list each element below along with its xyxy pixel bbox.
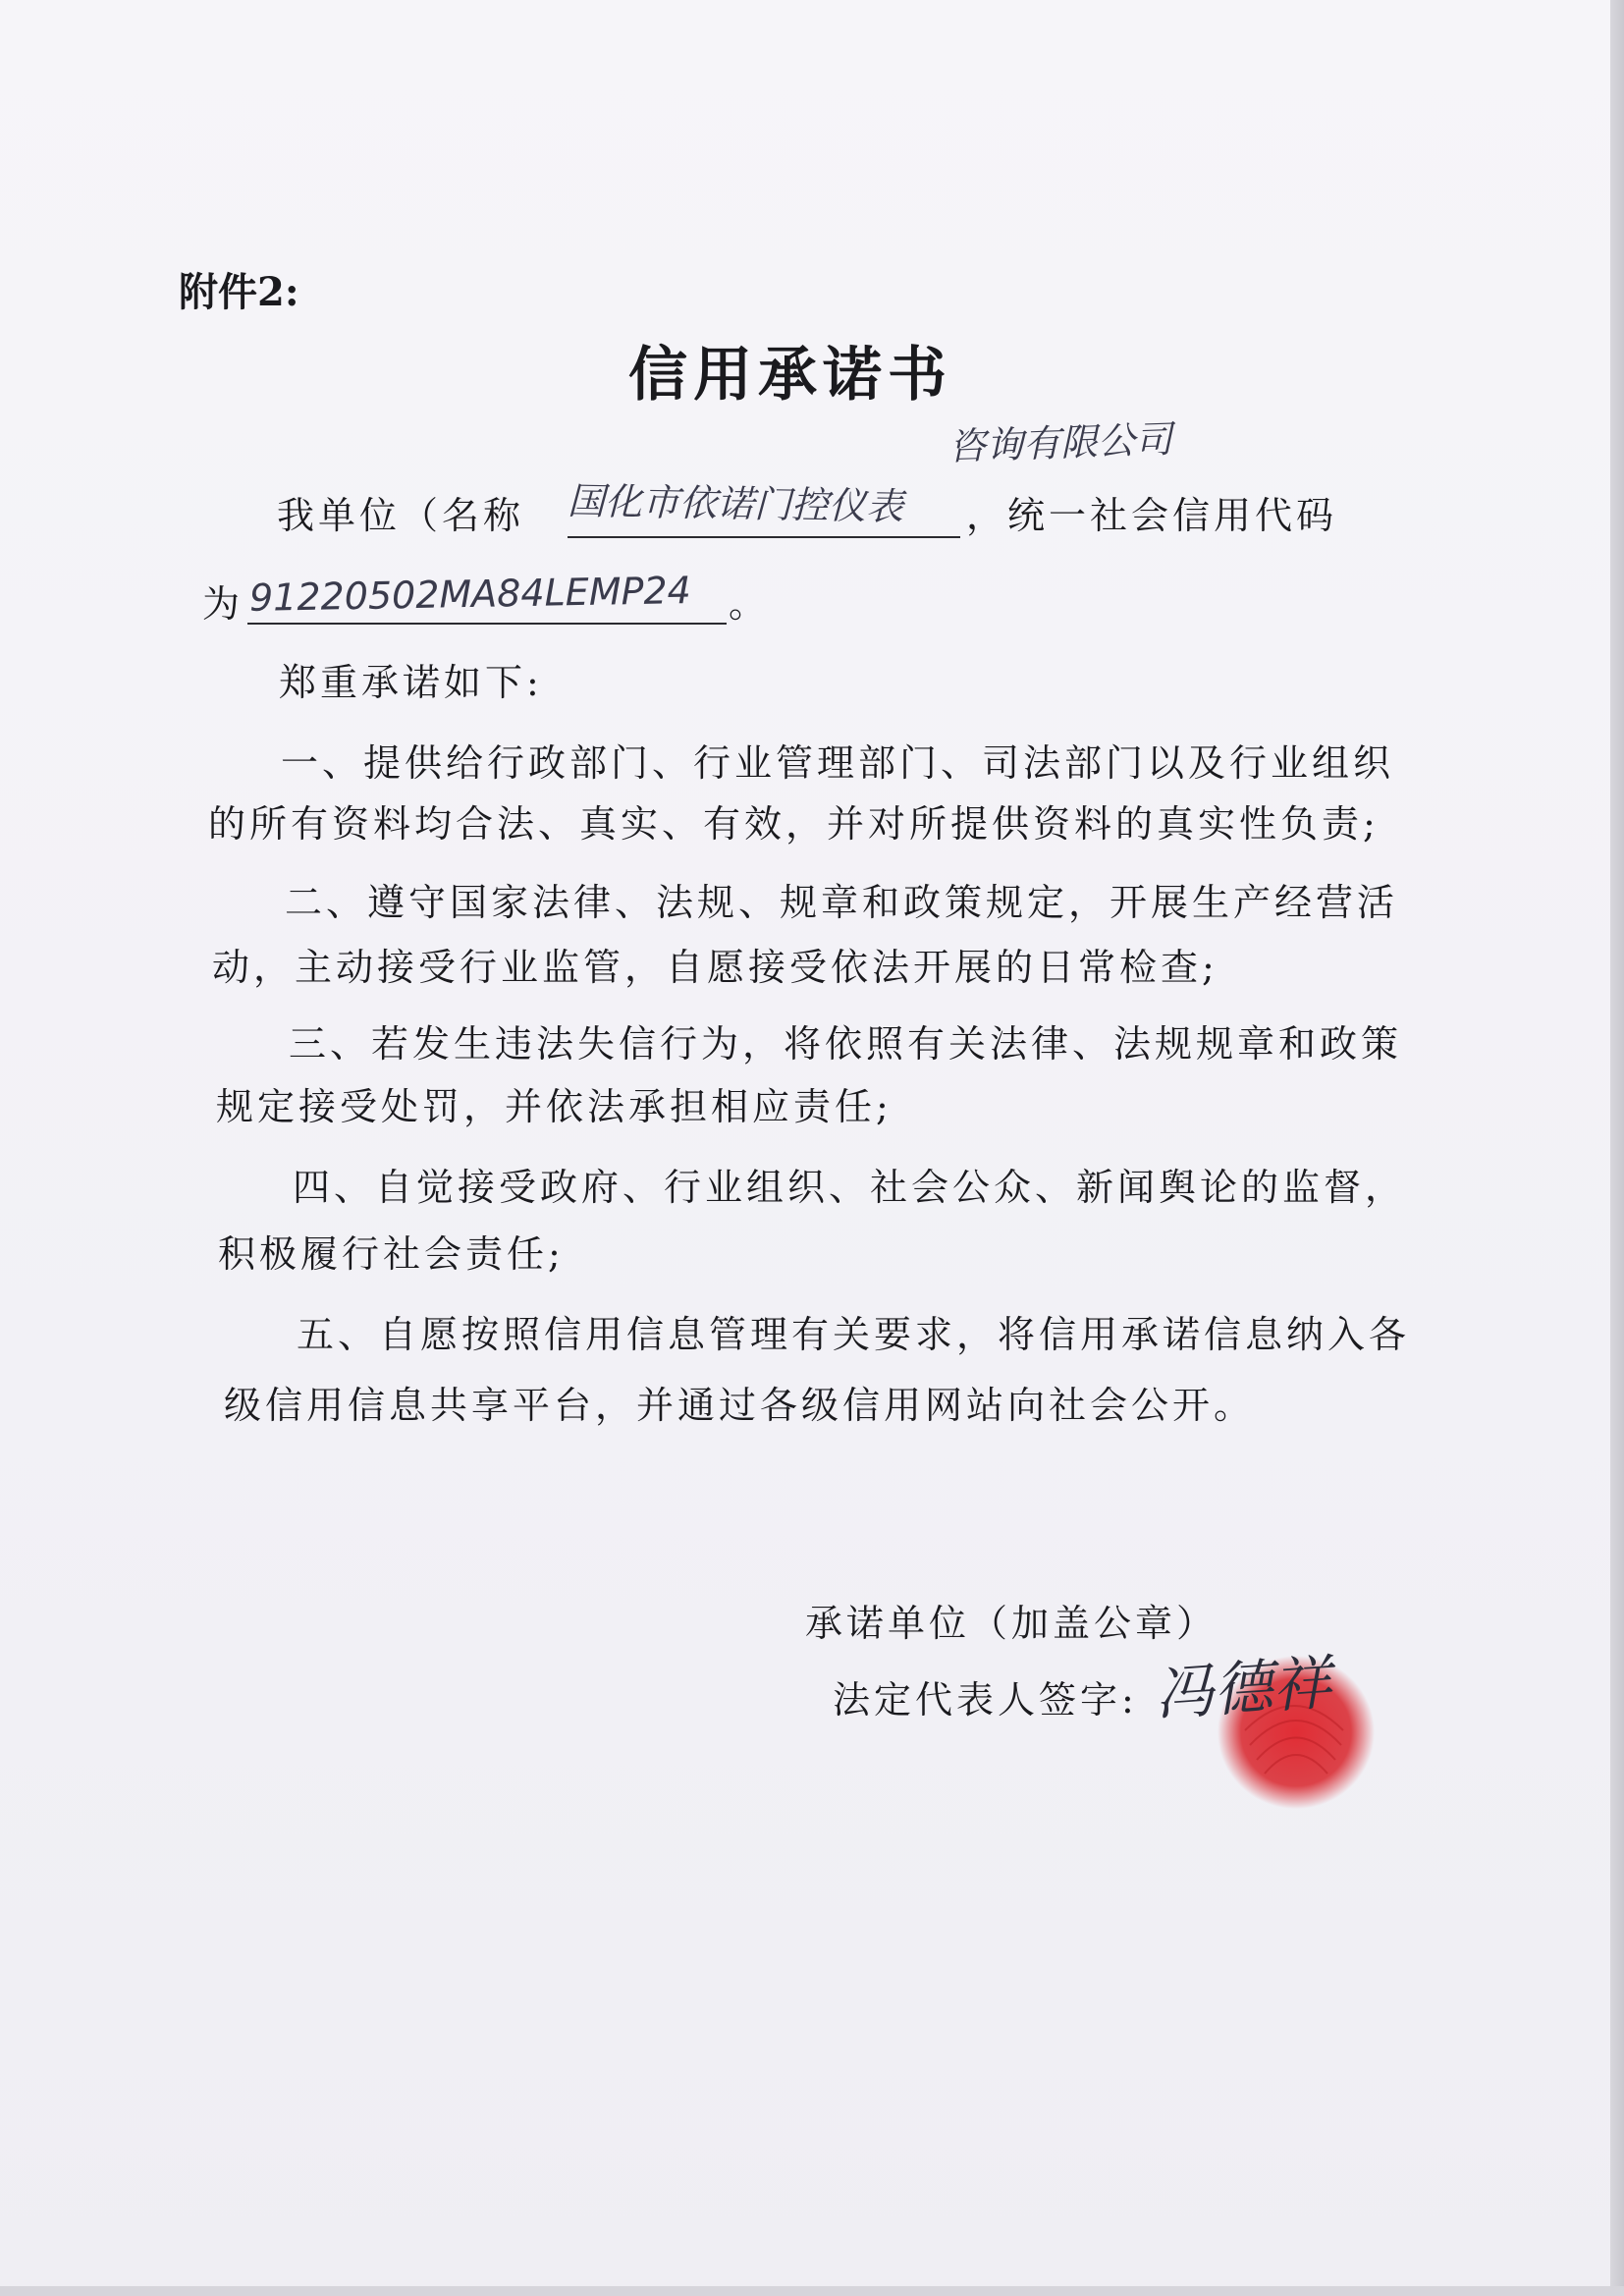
paragraph-5-line-2: 级信用信息共享平台，并通过各级信用网站向社会公开。 (224, 1384, 1256, 1427)
scan-edge-right (1610, 0, 1624, 2296)
handwritten-company-name-line1: 国化市依诺门控仪表 (567, 479, 904, 528)
code-prefix: 为 (202, 582, 244, 626)
handwritten-signature: 冯德祥 (1152, 1648, 1334, 1730)
paragraph-3-line-1: 三、若发生违法失信行为，将依照有关法律、法规规章和政策 (289, 1022, 1403, 1066)
scan-edge-bottom (0, 2286, 1624, 2296)
intro-prefix: 我单位（名称 (277, 494, 525, 537)
handwritten-credit-code: 91220502MA84LEMP24 (248, 569, 692, 620)
paragraph-4-line-1: 四、自觉接受政府、行业组织、社会公众、新闻舆论的监督， (293, 1166, 1407, 1209)
handwritten-company-name-line2: 咨询有限公司 (947, 417, 1173, 468)
paragraph-1-line-2: 的所有资料均合法、真实、有效，并对所提供资料的真实性负责; (208, 802, 1380, 846)
company-name-underline (568, 536, 960, 538)
paragraph-5-line-1: 五、自愿按照信用信息管理有关要求，将信用承诺信息纳入各 (297, 1313, 1411, 1356)
attachment-label: 附件2: (179, 269, 299, 315)
paragraph-3-line-2: 规定接受处罚，并依法承担相应责任; (216, 1085, 893, 1128)
legal-representative-label: 法定代表人签字: (833, 1678, 1138, 1722)
paragraph-1-line-1: 一、提供给行政部门、行业管理部门、司法部门以及行业组织 (281, 741, 1395, 785)
intro-suffix: ，统一社会信用代码 (966, 494, 1338, 537)
document-title: 信用承诺书 (628, 341, 952, 410)
commit-intro: 郑重承诺如下: (279, 661, 543, 704)
code-suffix: 。 (729, 582, 771, 626)
signature-unit-label: 承诺单位（加盖公章） (805, 1602, 1218, 1645)
paragraph-4-line-2: 积极履行社会责任; (218, 1232, 565, 1276)
credit-code-underline (247, 623, 727, 625)
paragraph-2-line-1: 二、遵守国家法律、法规、规章和政策规定，开展生产经营活 (285, 881, 1399, 924)
paragraph-2-line-2: 动，主动接受行业监管，自愿接受依法开展的日常检查; (212, 946, 1218, 989)
